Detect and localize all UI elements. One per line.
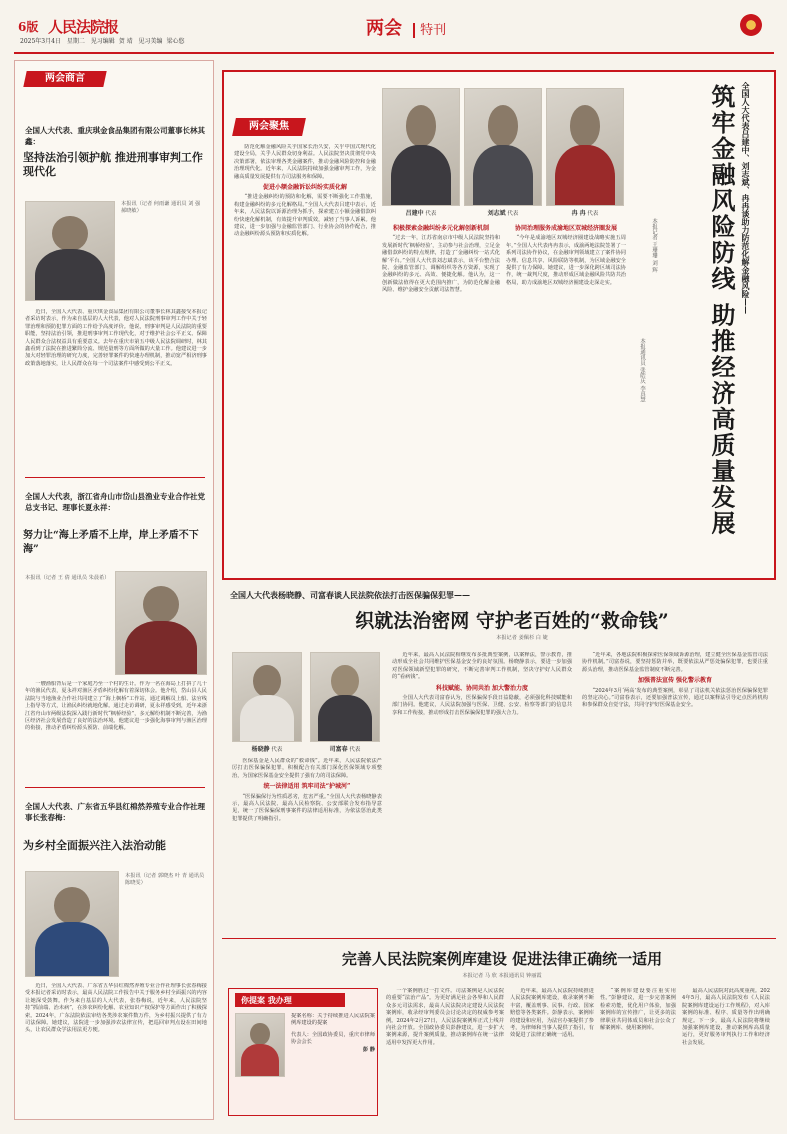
deputy-caption-1: 吕建中 代表 [405, 210, 437, 217]
middle-portrait-2 [310, 652, 380, 742]
middle-intro: 全国人大代表杨晓静、司富春谈人民法院依法打击医保骗保犯罪—— [230, 590, 470, 600]
middle-headline: 织就法治密网 守护老百姓的“救命钱” [355, 610, 669, 632]
bottom-col3: “案例库建设要注重实用性。”彭静建议，进一步完善案例检索功能，优化用户体验，加强案例库的宣传推广，让更多的法律职业共同体成员和社会公众了解案例库、使用案例库。 [600, 988, 676, 1032]
left-column [14, 60, 214, 1120]
bottom-col4: 最高人民法院对此高度重视。2024年5月，最高人民法院发布《人民法院案例库建设运行工作规程》，对入库案例的标准、程序、质量等作出明确规定。下一步，最高人民法院将继续加强案例库建设，推动案例库高质量运行，更好服务审判执行工作和经济社会发展。 [682, 988, 770, 1046]
middle-bottom-rule [222, 938, 776, 939]
bottom-headline: 完善人民法院案例库建设 促进法律正确统一适用 [341, 950, 663, 968]
deputy-photo-3 [546, 88, 624, 206]
top-col1-subhead: 促进小额金融诉讼纠纷实质化解 [262, 184, 347, 192]
designer-name: 梁心悠 [166, 38, 185, 45]
page-number: 6版 [18, 20, 39, 34]
article3-intro: 全国人大代表、广东省五华县红棉然养殖专业合作社理事长张春梅： [25, 802, 205, 822]
bottom-article [222, 944, 776, 1124]
section-sub: 特刊 [413, 23, 446, 38]
middle-col3: “近年来，各地法院积极探索医保领域诉源治理，建立健全医保基金监管司法协作机制。”司富春说，要坚持惩防并举，既要依法从严惩处骗保犯罪，也要注重源头治理，推动医保基金监管制度不断完善。 加强普法宣传 强化警示教育 “2024年3月‘两高’发布的典型案例，彰显了司法机关依法惩治医保骗保犯罪的坚定决心。”司富春表示，还要加强普法宣传，通过以案释法引导定点医药机构和参保群众自觉守法，共同守护好医保基金安全。 [582, 652, 768, 709]
left-banner: 两会商言 [23, 71, 106, 87]
middle-caption-1: 杨晓静 代表 [251, 746, 283, 753]
article2-body: 一艘渔船背后是一个家庭乃至一个村的生计。作为一名在海岛上打拼了几十年的渔民代表，夏永祥对渔区矛盾纠纷化解有着深切体会。他介绍，岱山县人民法院与当地渔业合作社共同建立了“海上枫桥”工作站，通过调解员上船、法官线上指导等方式，让渔民纠纷就地化解。通过走访调研，夏永祥感受到，近年来浙江省舟山市两级法院深入践行新时代“枫桥经验”，多元解纷机制不断完善，为渔区经济社会发展营造了良好的法治环境。他建议进一步强化海事审判与渔区治理的衔接，推动矛盾纠纷源头预防、前端化解。 [25, 681, 207, 732]
article3-portrait [25, 871, 119, 977]
deputy-photo-2 [464, 88, 542, 206]
middle-col2-subhead: 科技赋能、协同共治 加大警治力度 [435, 684, 529, 692]
proposal-text [291, 1013, 375, 1109]
designer-label: 见习美编 [138, 38, 163, 45]
top-col1: 防范化解金融风险关乎国家长治久安，关乎中国式现代化建设全局，关乎人民群众切身利益。人民法院坚决贯彻党中央决策部署，依法审理各类金融案件，推动金融风险防控和金融治理现代化。近年来，人民法院持续加强金融审判工作，为金融高质量发展提供有力司法服务和保障。 促进小额金融诉讼纠纷实质化解 “推进金融纠纷的预防和化解，需要不断强化工作措施，构建金融纠纷的多元化解格局。”全国人大代表吕建中表示，近年来，人民法院以诉源治理为抓手，探索建立小额金融借款纠纷快速化解机制，有效提升审判质效，减轻了当事人诉累。他建议，进一步加强与金融监管部门、行业协会的协作配合，推动金融纠纷源头预防和实质化解。 [234, 144, 376, 238]
article1-headline: 坚持法治引领护航 推进刑事审判工作现代化 [23, 151, 203, 178]
paper-name: 人民法院报 [48, 18, 119, 36]
middle-article [222, 586, 776, 936]
proposal-person: 代表人：全国政协委员，重庆市律师协会会长 [291, 1031, 375, 1046]
section-main: 两会 [366, 18, 402, 39]
section-title [366, 14, 446, 40]
vertical-byline-1: 本报记者 王珊珊 刘 辉 [651, 218, 657, 273]
date-line [20, 36, 185, 45]
weekday: 星期二 [66, 38, 85, 45]
article1-intro: 全国人大代表、重庆琪金食品集团有限公司董事长林其鑫： [25, 126, 205, 146]
middle-col2: 近年来，最高人民法院相继发布多批典型案例，以案释法，警示教育，推动形成全社会共同维护医保基金安全的良好氛围。杨晓静表示，要进一步加强对医保领域新型犯罪的研究，不断完善审判工作机制，坚决守护好人民群众的“看病钱”。 科技赋能、协同共治 加大警治力度 全国人大代表司富春认为，医保骗保手段日益隐蔽，必须强化科技赋能和部门协同。他建议，人民法院加强与医保、卫健、公安、检察等部门的信息共享和工作衔接，推动形成打击医保骗保犯罪的强大合力。 [392, 652, 572, 716]
left-separator-1 [25, 477, 205, 478]
top-col2: 积极探索金融纠纷多元化解创新机制 “过去一年，江苏省南京市中级人民法院坚持和发展新时代‘枫桥经验’，主动参与社会治理，立足金融借款纠纷的特点规律，打造了‘金融纠纷一站式化解’平台。”全国人大代表刘志斌表示，该平台整合法院、金融监管部门、调解组织等各方资源，实现了金融纠纷的多元、高效、便捷化解。他认为，这一创新做法值得在更大范围内推广，为防范化解金融风险、维护金融安全贡献司法智慧。 [382, 225, 500, 294]
middle-col1: 医保基金是人民群众的“救命钱”。近年来，人民法院依法严厉打击医保骗保犯罪，积极配合有关部门深化医保领域专项整治，为国家医保基金安全提供了强有力的司法保障。 统一法律适用 筑牢司法“护城河” “医保骗保行为性质恶劣，危害严重。”全国人大代表杨晓静表示，最高人民法院、最高人民检察院、公安部联合发布指导意见，统一了医保骗保刑事案件的法律适用标准，为依法惩治此类犯罪提供了明确指引。 [232, 758, 382, 822]
vertical-headline: 筑牢金融风险防线 助推经济高质量发展 [707, 84, 736, 537]
bottom-col2: 近年来，最高人民法院持续推进人民法院案例库建设，收录案例不断丰富，覆盖刑事、民事、行政、国家赔偿等各类案件。彭静表示，案例库的建设和应用，为法官办案提供了参考，为律师和当事人提供了指引，有效促进了法律正确统一适用。 [510, 988, 594, 1039]
article2-byline: 本报讯（记者 王 倩 通讯员 朱晨希） [25, 575, 110, 581]
deputy-caption-2: 刘志斌 代表 [487, 210, 519, 217]
bottom-byline: 本报记者 马 欣 本报通讯员 钟丽霞 [462, 973, 542, 979]
editor-name: 贺 靖 [118, 38, 133, 45]
article3-byline: 本报讯（记者 郭晓杰 叶 青 通讯员 陈晓雯） [125, 873, 205, 887]
middle-byline: 本报记者 姜佩杉 白 婕 [496, 635, 548, 641]
article2-portrait [115, 571, 207, 675]
proposal-box [228, 988, 378, 1116]
article1-byline: 本报讯（记者 何雨谦 通讯员 刘 强 郝晓敏） [121, 201, 201, 215]
vertical-byline-2: 本报通讯员 张皓庆 李真慧 [639, 338, 645, 402]
deputy-photo-1 [382, 88, 460, 206]
vertical-headline-block [632, 78, 772, 574]
emblem-icon [740, 14, 762, 36]
top-col3: 协同治理服务成渝地区双城经济圈发展 “今年是成渝地区双城经济圈建设战略实施五周年。”全国人大代表冉冉表示，成渝两地法院签署了一系列司法协作协议，在金融审判领域建立了案件协同办理、信息共享、风险联防等机制，为区域金融安全提供了有力保障。她建议，进一步深化跨区域司法协作，统一裁判尺度，推动形成区域金融风险共防共治格局，助力成渝地区双城经济圈建设走深走实。 [506, 225, 626, 286]
middle-col1-subhead: 统一法律适用 筑牢司法“护城河” [263, 783, 351, 791]
deputy-caption-3: 冉 冉 代表 [571, 210, 599, 217]
article1-portrait [25, 201, 115, 301]
vertical-intro: 全国人大代表吕建中、刘志斌、冉冉谈助力防范化解金融风险—— [741, 82, 751, 314]
proposal-label: 你提案 我办理 [235, 993, 345, 1007]
proposal-person-name: 彭 静 [362, 1046, 375, 1053]
top-feature-box [222, 70, 776, 580]
bottom-col1: 一个案例胜过一打文件。司法案例是人民法院的重要“法治产品”。为更好满足社会各界和人民群众多元司法需求，最高人民法院决定建设人民法院案例库，收录经审判委员会讨论决定的权威参考案例。2024年2月27日，人民法院案例库正式上线并向社会开放。全国政协委员彭静建议，进一步扩大案例来源，提升案例质量，推动案例库在统一法律适用中发挥更大作用。 [386, 988, 504, 1046]
proposal-portrait [235, 1013, 285, 1077]
page-header [14, 12, 774, 48]
middle-portrait-1 [232, 652, 302, 742]
proposal-topic: 提案名称：关于持续推进人民法院案例库建设的提案 [291, 1013, 375, 1027]
article3-headline: 为乡村全面振兴注入法治动能 [23, 839, 166, 852]
left-separator-2 [25, 787, 205, 788]
article2-intro: 全国人大代表，浙江省舟山市岱山县渔业专业合作社党总支书记、理事长夏永祥： [25, 492, 205, 512]
article1-body: 近日，全国人大代表、重庆琪金食品集团有限公司董事长林其鑫接受本报记者采访时表示，作为来自基层的人大代表，他对人民法院刑事审判工作中关于轻罪治理和预防犯罪方面的工作给予高度评价。他说，刑事审判是人民法院的重要职能，坚持法治引领，推进刑事审判工作现代化，对于维护社会公平正义、保障人民群众合法权益具有重要意义。去年在重庆市第五中级人民法院调研时，林其鑫看到了法院在推进繁简分流、规范量刑等方面所做的大量工作。他建议进一步加大对轻罪治理的研究力度，完善轻罪案件的快速办理机制，推动宽严相济刑事政策落地落实，让人民群众在每一个司法案件中感受到公平正义。 [25, 309, 207, 367]
article3-body: 近日，全国人大代表、广东省五华县红棉然养殖专业合作社理事长张春梅接受本报记者采访时表示，最高人民法院工作报告中关于服务乡村全面振兴的内容让她深受鼓舞。作为来自基层的人大代表，张春梅说，近年来，人民法院坚持“抓前端、治未病”，在涉农纠纷化解、农业知识产权保护等方面作出了积极探索。2024年，广东法院依法审结各类涉农案件数万件，为乡村振兴提供了有力司法保障。她建议，法院进一步加强涉农法律宣传，把巡回审判点设在田间地头，让农民群众学法用法更方便。 [25, 983, 207, 1034]
middle-caption-2: 司富春 代表 [329, 746, 361, 753]
top-col3-subhead: 协同治理服务成渝地区双城经济圈发展 [514, 225, 617, 232]
header-rule [14, 52, 774, 54]
editor-label: 见习编辑 [90, 38, 115, 45]
top-banner: 两会聚焦 [232, 118, 306, 136]
date: 2025年3月4日 [20, 38, 61, 45]
middle-col3-subhead: 加强普法宣传 强化警示教育 [637, 677, 713, 685]
top-col2-subhead: 积极探索金融纠纷多元化解创新机制 [392, 225, 489, 232]
article2-headline: 努力让“海上矛盾不上岸，岸上矛盾不下海” [23, 530, 199, 555]
